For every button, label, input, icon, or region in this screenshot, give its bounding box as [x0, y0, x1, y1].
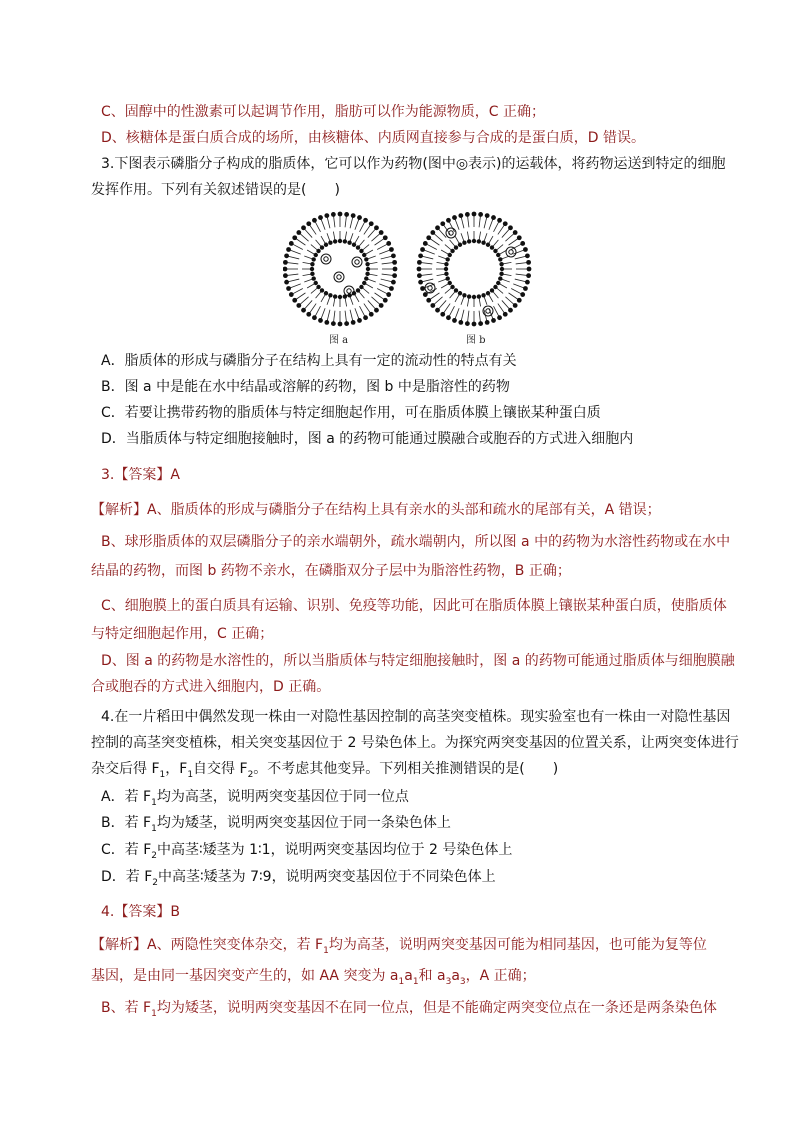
liposome-b-inner-head: [493, 249, 497, 253]
liposome-b-inner-head: [444, 262, 448, 266]
liposome-a-outer-head: [283, 267, 287, 272]
liposome-a-inner-head: [365, 262, 369, 266]
liposome-b-inner-head: [481, 293, 485, 297]
liposome-a-inner-head: [310, 267, 314, 271]
q4-option-c: C．若 $F_2$中高茎∶矮茎为 1∶1，说明两突变基因均位于 2 号染色体上: [101, 842, 513, 861]
liposome-b-inner-head: [450, 249, 454, 253]
liposome-b-inner-head: [472, 295, 476, 299]
liposome-b-outer-head: [526, 273, 531, 278]
liposome-a-outer-head: [289, 241, 294, 246]
liposome-b-outer-head: [491, 215, 496, 220]
liposome-b-outer-head: [465, 321, 470, 326]
liposome-b-outer-head: [472, 212, 477, 217]
liposome-a-outer-head: [306, 312, 311, 317]
liposome-b-inner-head: [486, 291, 490, 295]
q3-analysis-line6: D、图 a 的药物是水溶性的，所以当脂质体与特定细胞接触时，图 a 的药物可能通过脂质体与细胞膜融: [101, 653, 735, 669]
liposome-a-inner-head: [359, 249, 363, 253]
liposome-b-outer-head: [452, 318, 457, 323]
drug-marker-a-core: [347, 289, 351, 293]
liposome-b-outer-head: [465, 212, 470, 217]
liposome-b-outer-head: [497, 218, 502, 223]
liposome-a-outer-head: [286, 247, 291, 252]
liposome-b-outer-head: [417, 260, 422, 265]
q3-option-d: D．当脂质体与特定细胞接触时，图 a 的药物可能通过膜融合或胞吞的方式进入细胞内: [101, 431, 634, 447]
q4-analysis-line1: 【解析】A、两隐性突变体杂交，若 $F_1$均为高茎，说明两突变基因可能为相同基因，也可能为复等位: [91, 937, 707, 956]
liposome-b-outer-head: [426, 298, 431, 303]
q3-analysis-line4: C、细胞膜上的蛋白质具有运输、识别、免疫等功能，因此可在脂质体膜上镶嵌某种蛋白质，使脂质体: [101, 598, 727, 614]
liposome-b-inner-head: [499, 272, 503, 276]
liposome-b-inner-head: [477, 239, 481, 243]
liposome-b-inner-head: [445, 276, 449, 280]
liposome-b-inner-head: [448, 281, 452, 285]
liposome-b-inner-head: [454, 288, 458, 292]
liposome-a-outer-head: [363, 218, 368, 223]
liposome-b-outer-head: [440, 221, 445, 226]
liposome-b-outer-head: [430, 230, 435, 235]
liposome-b-outer-head: [520, 292, 525, 297]
q4-answer: 4.【答案】B: [101, 904, 180, 920]
liposome-a-inner-head: [314, 253, 318, 257]
liposome-b-outer-head: [513, 303, 518, 308]
liposome-b-outer-head: [446, 218, 451, 223]
liposome-b-outer-head: [418, 253, 423, 258]
liposome-a-outer-head: [331, 212, 336, 217]
liposome-a-inner-head: [333, 294, 337, 298]
q3-stem-line2: 发挥作用。下列有关叙述错误的是( ): [91, 182, 340, 198]
liposome-b-outer-head: [472, 322, 477, 327]
liposome-a-outer-head: [289, 292, 294, 297]
liposome-a-inner-head: [328, 240, 332, 244]
liposome-b-inner-head: [454, 245, 458, 249]
liposome-a-outer-head: [392, 273, 397, 278]
liposome-a-outer-head: [389, 247, 394, 252]
liposome-b-inner-head: [499, 262, 503, 266]
liposome-a-outer-head: [331, 321, 336, 326]
drug-marker-b-core: [509, 250, 513, 254]
liposome-b-outer-head: [503, 221, 508, 226]
prev-answer-c: C、固醇中的性激素可以起调节作用，脂肪可以作为能源物质，C 正确；: [101, 104, 545, 120]
liposome-a-outer-head: [301, 225, 306, 230]
liposome-a-outer-head: [374, 225, 379, 230]
liposome-a-inner-head: [320, 245, 324, 249]
liposome-a-outer-head: [379, 230, 384, 235]
liposome-a-outer-head: [369, 312, 374, 317]
liposome-a-outer-head: [383, 298, 388, 303]
liposome-b-outer-head: [526, 260, 531, 265]
liposome-b-outer-head: [446, 315, 451, 320]
liposome-a-inner-head: [320, 288, 324, 292]
liposome-a-inner-head: [362, 281, 366, 285]
liposome-a-outer-head: [306, 221, 311, 226]
liposome-b-outer-head: [523, 286, 528, 291]
liposome-a-outer-head: [292, 298, 297, 303]
drug-marker-a-core: [337, 275, 341, 279]
drug-marker-a-core: [355, 260, 359, 264]
liposome-a-outer-head: [391, 253, 396, 258]
liposome-figure: [283, 207, 533, 347]
liposome-a-outer-head: [383, 235, 388, 240]
liposome-b-inner-head: [490, 288, 494, 292]
q4-stem-line3: 杂交后得 $F_1$，$F_1$自交得 $F_2$。不考虑其他变异。下列相关推测错误的是( ): [91, 761, 559, 780]
liposome-b-outer-head: [478, 321, 483, 326]
q3-analysis-line3: 结晶的药物，而图 b 药物不亲水，在磷脂双分子层中为脂溶性药物，B 正确；: [91, 563, 571, 579]
liposome-a-outer-head: [284, 280, 289, 285]
prev-answer-d: D、核糖体是蛋白质合成的场所，由核糖体、内质网直接参与合成的是蛋白质，D 错误。: [101, 130, 646, 146]
liposome-b-outer-head: [508, 308, 513, 313]
liposome-b-inner-head: [481, 240, 485, 244]
q3-answer: 3.【答案】A: [101, 467, 180, 483]
liposome-a-outer-head: [318, 318, 323, 323]
liposome-a-outer-head: [344, 212, 349, 217]
liposome-b-outer-head: [491, 318, 496, 323]
liposome-b-outer-head: [417, 267, 422, 272]
q3-option-a: A．脂质体的形成与磷脂分子在结构上具有一定的流动性的特点有关: [101, 353, 517, 369]
liposome-a-outer-head: [318, 215, 323, 220]
drug-marker-a: [334, 272, 344, 282]
figure-b-caption: 图 b: [466, 335, 486, 346]
liposome-a-inner-head: [324, 291, 328, 295]
drug-marker-b: [506, 247, 516, 257]
liposome-a-outer-head: [344, 321, 349, 326]
q3-option-c: C．若要让携带药物的脂质体与特定细胞起作用，可在脂质体膜上镶嵌某种蛋白质: [101, 405, 601, 421]
q4-stem-line1: 4.在一片稻田中偶然发现一株由一对隐性基因控制的高茎突变植株。现实验室也有一株由一对隐性基因: [101, 709, 731, 725]
drug-marker-a: [321, 254, 331, 264]
liposome-b-inner-head: [486, 243, 490, 247]
liposome-b-inner-head: [477, 294, 481, 298]
liposome-a-inner-head: [311, 257, 315, 261]
liposome-b-outer-head: [517, 235, 522, 240]
liposome-a-outer-head: [292, 235, 297, 240]
liposome-a-outer-head: [393, 267, 398, 272]
liposome-a-outer-head: [392, 260, 397, 265]
liposome-a-outer-head: [283, 260, 288, 265]
q4-option-d: D．若 $F_2$中高茎∶矮茎为 7∶9，说明两突变基因位于不同染色体上: [101, 869, 496, 888]
liposome-b-outer-head: [525, 253, 530, 258]
q3-analysis-line7: 合或胞吞的方式进入细胞内，D 正确。: [91, 679, 331, 695]
q3-option-b: B．图 a 中是能在水中结晶或溶解的药物，图 b 中是脂溶性的药物: [101, 379, 510, 395]
liposome-a-outer-head: [351, 320, 356, 325]
liposome-b-inner-head: [496, 281, 500, 285]
liposome-b-outer-head: [458, 213, 463, 218]
liposome-b-inner-head: [498, 257, 502, 261]
liposome-b-outer-head: [503, 312, 508, 317]
liposome-b-outer-head: [417, 273, 422, 278]
liposome-b-outer-head: [485, 213, 490, 218]
liposome-a-outer-head: [324, 213, 329, 218]
liposome-a-outer-head: [312, 315, 317, 320]
liposome-a-inner-head: [356, 288, 360, 292]
liposome-b-inner-head: [490, 245, 494, 249]
liposome-b-outer-head: [525, 280, 530, 285]
liposome-a-outer-head: [296, 303, 301, 308]
liposome-a-inner-head: [366, 267, 370, 271]
liposome-a-inner-head: [316, 285, 320, 289]
liposome-b-inner-head: [467, 294, 471, 298]
liposome-a-outer-head: [286, 286, 291, 291]
liposome-a-outer-head: [296, 230, 301, 235]
liposome-a-inner-head: [328, 293, 332, 297]
liposome-b-outer-head: [435, 225, 440, 230]
liposome-b-inner-head: [458, 243, 462, 247]
liposome-b-inner-head: [448, 253, 452, 257]
liposome-a-inner-head: [338, 239, 342, 243]
liposome-a-outer-head: [363, 315, 368, 320]
liposome-b-outer-head: [517, 298, 522, 303]
liposome-diagram: [283, 207, 533, 347]
drug-marker-b: [425, 283, 435, 293]
liposome-b-outer-head: [485, 320, 490, 325]
liposome-a-outer-head: [357, 318, 362, 323]
liposome-b-inner-head: [444, 272, 448, 276]
drug-marker-a: [352, 257, 362, 267]
liposome-a-outer-head: [374, 308, 379, 313]
liposome-b-outer-head: [423, 241, 428, 246]
liposome-b-inner-head: [462, 293, 466, 297]
liposome-a-outer-head: [324, 320, 329, 325]
liposome-b-outer-head: [418, 280, 423, 285]
liposome-a-outer-head: [284, 253, 289, 258]
liposome-a-inner-head: [364, 257, 368, 261]
liposome-b-outer-head: [527, 267, 532, 272]
liposome-a-inner-head: [338, 295, 342, 299]
liposome-b-inner-head: [500, 267, 504, 271]
liposome-a-inner-head: [310, 262, 314, 266]
liposome-b-outer-head: [513, 230, 518, 235]
liposome-b-outer-head: [420, 247, 425, 252]
liposome-b-outer-head: [523, 247, 528, 252]
liposome-a-outer-head: [389, 286, 394, 291]
liposome-a-inner-head: [333, 239, 337, 243]
liposome-a-outer-head: [379, 303, 384, 308]
liposome-a-outer-head: [338, 322, 343, 327]
liposome-a-inner-head: [316, 249, 320, 253]
q4-option-a: A．若 $F_1$均为高茎，说明两突变基因位于同一位点: [101, 789, 409, 808]
liposome-a-outer-head: [357, 215, 362, 220]
liposome-a-outer-head: [338, 212, 343, 217]
liposome-b-outer-head: [452, 215, 457, 220]
liposome-b-outer-head: [508, 225, 513, 230]
liposome-b-inner-head: [450, 285, 454, 289]
liposome-a-outer-head: [386, 292, 391, 297]
liposome-a-inner-head: [310, 272, 314, 276]
q3-analysis-line2: B、球形脂质体的双层磷脂分子的亲水端朝外，疏水端朝内，所以图 a 中的药物为水溶性药物或在水中: [101, 534, 731, 550]
liposome-a-inner-head: [364, 276, 368, 280]
liposome-a-outer-head: [386, 241, 391, 246]
liposome-b-inner-head: [472, 239, 476, 243]
liposome-a-outer-head: [283, 273, 288, 278]
liposome-b-inner-head: [462, 240, 466, 244]
liposome-b-outer-head: [435, 308, 440, 313]
liposome-b-inner-head: [458, 291, 462, 295]
liposome-b-outer-head: [423, 292, 428, 297]
liposome-a-outer-head: [391, 280, 396, 285]
liposome-b-inner-head: [493, 285, 497, 289]
liposome-b-inner-head: [467, 239, 471, 243]
liposome-b-outer-head: [440, 312, 445, 317]
drug-marker-a-core: [324, 257, 328, 261]
liposome-b-inner-head: [498, 276, 502, 280]
liposome-a-inner-head: [359, 285, 363, 289]
drug-marker-b-core: [428, 286, 432, 290]
liposome-a-inner-head: [352, 243, 356, 247]
q4-analysis-line2: 基因，是由同一基因突变产生的，如 AA 突变为 $a_1a_1$和 $a_3a_3$，A 正确；: [91, 968, 536, 987]
liposome-b-inner-head: [444, 267, 448, 271]
liposome-b-outer-head: [458, 320, 463, 325]
liposome-b-inner-head: [445, 257, 449, 261]
liposome-a-inner-head: [365, 272, 369, 276]
liposome-b-outer-head: [497, 315, 502, 320]
figure-a-caption: 图 a: [329, 335, 349, 346]
liposome-a-inner-head: [324, 243, 328, 247]
liposome-a-inner-head: [311, 276, 315, 280]
liposome-b-outer-head: [426, 235, 431, 240]
q3-analysis-line5: 与特定细胞起作用，C 正确；: [91, 626, 274, 642]
liposome-a-inner-head: [343, 239, 347, 243]
liposome-b-outer-head: [520, 241, 525, 246]
drug-marker-b: [446, 228, 456, 238]
liposome-a-outer-head: [312, 218, 317, 223]
liposome-b-outer-head: [430, 303, 435, 308]
liposome-a-outer-head: [369, 221, 374, 226]
q4-analysis-line3: B、若 $F_1$均为矮茎，说明两突变基因不在同一位点，但是不能确定两突变位点在一条还是两条染色体: [101, 1000, 717, 1019]
liposome-a-inner-head: [314, 281, 318, 285]
q3-stem-line1: 3.下图表示磷脂分子构成的脂质体，它可以作为药物(图中◎表示)的运载体，将药物运送到特定的细胞: [101, 156, 726, 172]
q4-option-b: B．若 $F_1$均为矮茎，说明两突变基因位于同一条染色体上: [101, 815, 451, 834]
liposome-b-inner-head: [496, 253, 500, 257]
liposome-a-inner-head: [356, 245, 360, 249]
liposome-a-outer-head: [351, 213, 356, 218]
q4-stem-line2: 控制的高茎突变植株，相关突变基因位于 2 号染色体上。为探究两突变基因的位置关系，让两突变体进行: [91, 735, 739, 751]
q3-analysis-line1: 【解析】A、脂质体的形成与磷脂分子在结构上具有亲水的头部和疏水的尾部有关，A 错误；: [91, 502, 661, 518]
liposome-b-outer-head: [478, 212, 483, 217]
liposome-a-outer-head: [301, 308, 306, 313]
liposome-a-inner-head: [347, 240, 351, 244]
liposome-a-inner-head: [362, 253, 366, 257]
liposome-b-outer-head: [420, 286, 425, 291]
